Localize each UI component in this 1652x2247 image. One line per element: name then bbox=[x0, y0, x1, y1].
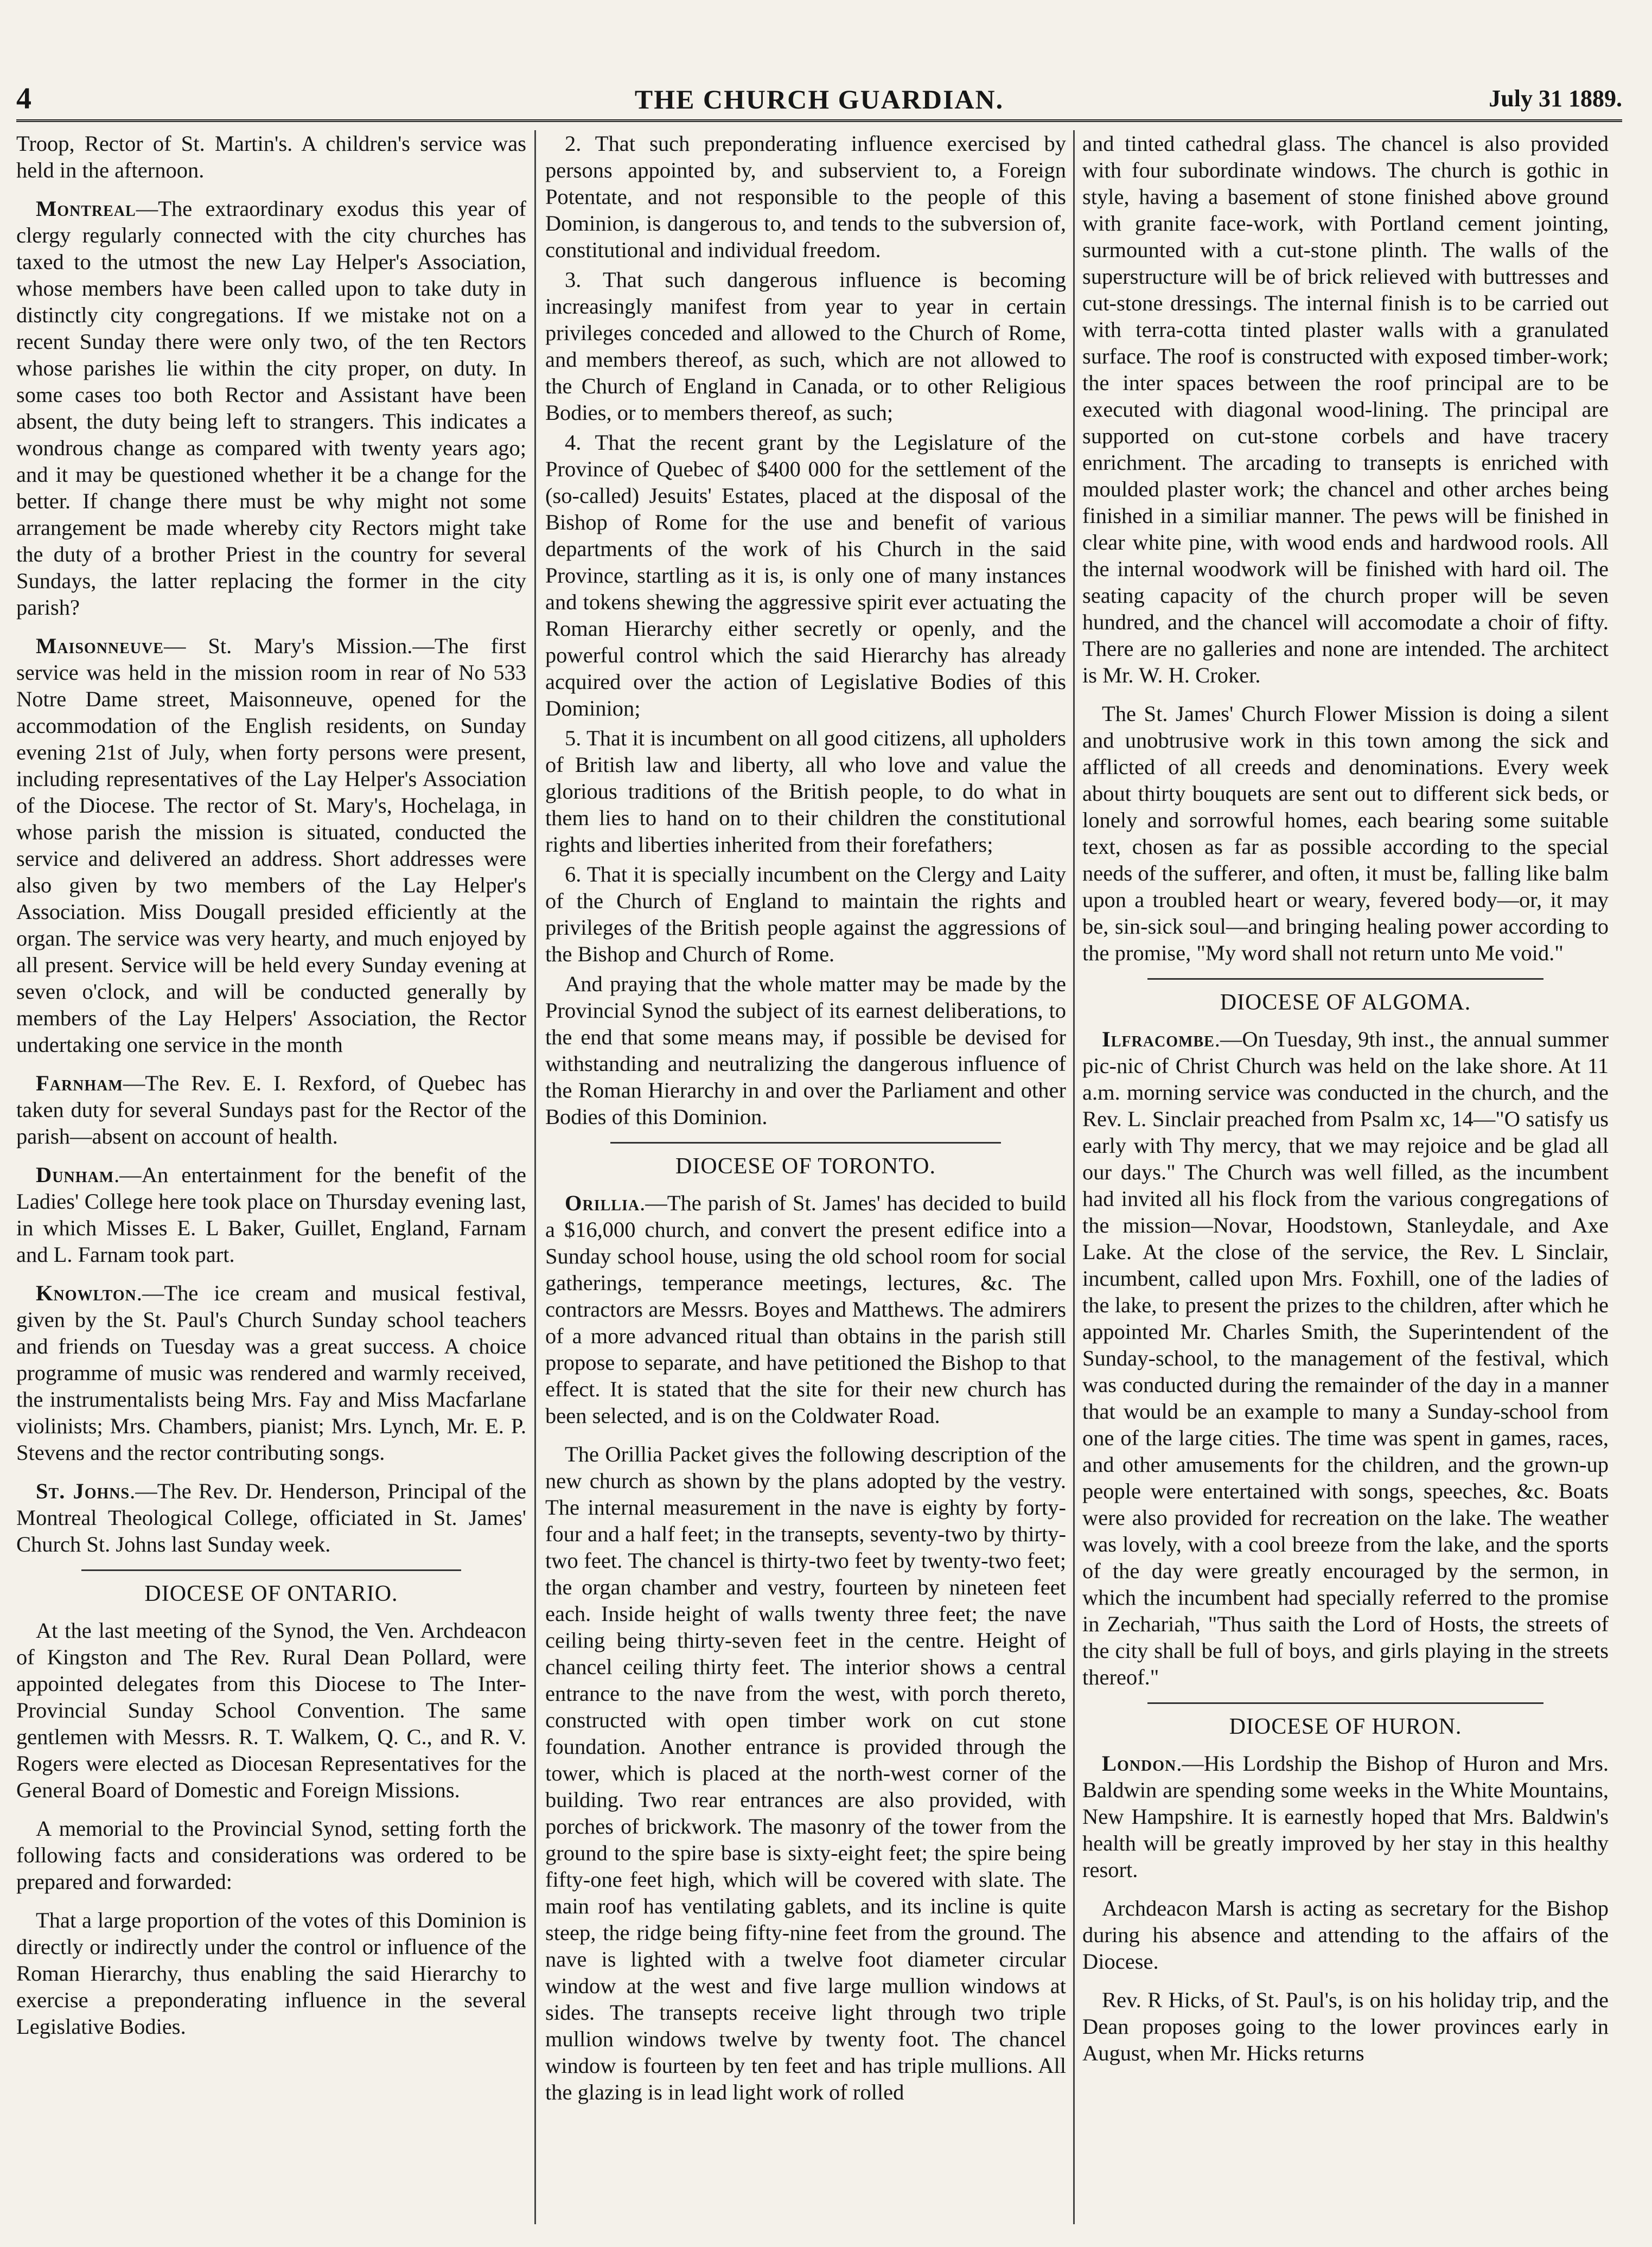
article-ilfracombe bbox=[1082, 1026, 1609, 1690]
article-paragraph: The St. James' Church Flower Mission is doing a silent and unobtrusive work in this town among the sick and afflicted of all creeds and denominations. Every week about thirty bouquets are sent out to different sick beds, or lonely and sorrowful homes, each bearing some suitable text, chosen as far as possible according to the special needs of the sufferer, and often, it must be, falling like balm upon a troubled heart or weary, fevered body—or, it may be, sin-sick soul—and bringing healing power according to the promise, "My word shall not return unto Me void." bbox=[1082, 701, 1609, 965]
section-heading-ontario: DIOCESE OF ONTARIO. bbox=[144, 1581, 398, 1606]
memorial-item: 5. That it is incumbent on all good citizens, all upholders of British law and liberty, all who love and value the glorious traditions of the British people, to do what in them lies to hand on to their children the constitutional rights and liberties inherited from their forefathers; bbox=[545, 726, 1066, 857]
column-3 bbox=[1082, 130, 1609, 2224]
article-lead: Maisonneuve bbox=[36, 634, 164, 658]
column-rule bbox=[1073, 130, 1075, 2224]
article-lead: London bbox=[1102, 1751, 1177, 1776]
section-divider bbox=[610, 1142, 1001, 1144]
article-lead: Farnham bbox=[36, 1071, 123, 1095]
article-lead: Knowlton bbox=[36, 1281, 137, 1305]
article-farnham bbox=[16, 1070, 526, 1150]
article-paragraph: and tinted cathedral glass. The chancel is also provided with four subordinate windows. The church is gothic in style, having a basement of stone finished above ground with granite face-work, with Portland cement jointing, surmounted with a cut-stone plinth. The walls of the superstructure will be of brick relieved with buttresses and cut-stone dressings. The internal finish is to be carried out with terra-cotta tinted plaster walls with a granulated surface. The roof is constructed with exposed timber-work; the inter spaces between the roof principal are to be executed with diagonal wood-lining. The principal are supported on cut-stone corbels and have tracery enrichment. The arcading to transepts is enriched with moulded plaster work; the chancel and other arches being finished in a similiar manner. The pews will be finished in clear white pine, with wood ends and hardwood rools. All the internal woodwork will be finished with hard oil. The seating capacity of the church proper will be seven hundred, and the chancel will accomodate a choir of fifty. There are no galleries and none are intended. The architect is Mr. W. H. Croker. bbox=[1082, 131, 1609, 687]
article-lead: St. Johns bbox=[36, 1479, 130, 1503]
article-lead: Ilfracombe bbox=[1102, 1027, 1215, 1051]
article-text: — St. Mary's Mission.—The first service was held in the mission room in rear of No 533 Notre Dame street, Maisonneuve, opened for the accommodation of the English residents, on Sunday evening 21st of July, when forty persons were present, including representatives of the Lay Helper's Association of the Diocese. The rector of St. Mary's, Hochelaga, in whose parish the mission is situated, conducted the service and delivered an address. Short addresses were also given by two members of the Lay Helper's Association. Miss Dougall presided efficiently at the organ. The service was very hearty, and much enjoyed by all present. Service will be held every Sunday evening at seven o'clock, and will be conducted generally by members of the Lay Helpers' Association, the Rector undertaking one service in the month bbox=[16, 634, 526, 1057]
article-paragraph: A memorial to the Provincial Synod, setting forth the following facts and considerations was ordered to be prepared and forwarded: bbox=[16, 1816, 526, 1894]
section-divider bbox=[81, 1569, 461, 1571]
article-paragraph: Rev. R Hicks, of St. Paul's, is on his holiday trip, and the Dean proposes going to the lower provinces early in August, when Mr. Hicks returns bbox=[1082, 1988, 1609, 2065]
section-divider bbox=[1147, 978, 1543, 980]
article-st-johns bbox=[16, 1478, 526, 1557]
article-text: .—The Rev. Dr. Henderson, Principal of the Montreal Theological College, officiated in St. James' Church St. Johns last Sunday week. bbox=[16, 1479, 526, 1556]
article-lead: Orillia bbox=[565, 1191, 640, 1215]
article-paragraph: At the last meeting of the Synod, the Ven. Archdeacon of Kingston and The Rev. Rural Dean Pollard, were appointed delegates from this Diocese to The Inter-Provincial Sunday School Convention. The same gentlemen with Messrs. R. T. Walkem, Q. C., and R. V. Rogers were elected as Diocesan Representatives for the General Board of Domestic and Foreign Missions. bbox=[16, 1618, 526, 1802]
section-heading-huron: DIOCESE OF HURON. bbox=[1229, 1714, 1462, 1739]
article-paragraph: And praying that the whole matter may be made by the Provincial Synod the subject of its earnest deliberations, to the end that some means may, if possible be devised for withstanding and neutralizing the dangerous influence of the Roman Hierarchy in and over the Parliament and other Bodies of this Dominion. bbox=[545, 972, 1066, 1129]
section-divider bbox=[1147, 1702, 1543, 1704]
article-lead: Dunham bbox=[36, 1163, 114, 1187]
memorial-item: 2. That such preponderating influence exercised by persons appointed by, and subservient to, a Foreign Potentate, and not responsible to the people of this Dominion, is dangerous to, and tends to the subversion of, constitutional and individual freedom. bbox=[545, 131, 1066, 262]
memorial-item: 6. That it is specially incumbent on the Clergy and Laity of the Church of England to maintain the rights and privileges of the British people against the aggressions of the Bishop and Church of Rome. bbox=[545, 862, 1066, 966]
article-lead: Montreal bbox=[36, 196, 136, 221]
article-dunham bbox=[16, 1161, 526, 1268]
issue-date: July 31 1889. bbox=[1489, 85, 1622, 112]
memorial-item: 3. That such dangerous influence is becoming increasingly manifest from year to year in certain privileges conceded and allowed to the Church of Rome, and members thereof, as such, which are not allowed to the Church of England in Canada, or to other Religious Bodies, or to members thereof, as such; bbox=[545, 267, 1066, 425]
memorial-item: 4. That the recent grant by the Legislature of the Province of Quebec of $400 000 for the settlement of the (so-called) Jesuits' Estates, placed at the disposal of the Bishop of Rome for the use and benefit of various departments of the work of his Church in the said Province, startling as it is, is only one of many instances and tokens shewing the aggressive spirit ever actuating the Roman Hierarchy either secretly or openly, and the powerful control which the said Hierarchy has already acquired over the action of Legislative Bodies of this Dominion; bbox=[545, 430, 1066, 720]
article-montreal bbox=[16, 195, 526, 621]
article-text: .—An entertainment for the benefit of the Ladies' College here took place on Thursday evening last, in which Misses E. L Baker, Guillet, England, Farnam and L. Farnam took part. bbox=[16, 1163, 526, 1267]
article-text: —The extraordinary exodus this year of clergy regularly connected with the city churches has taxed to the utmost the new Lay Helper's Association, whose members have been called upon to take duty in distinctly city congregations. If we mistake not on a recent Sunday there were only two, of the ten Rectors whose parishes lie within the city proper, on duty. In some cases too both Rector and Assistant have been absent, the duty being left to strangers. This indicates a wondrous change as compared with twenty years ago; and it may be questioned whether it be a change for the better. If change there must be why might not some arrangement be made whereby city Rectors might take the duty of a brother Priest in the country for several Sundays, the latter replacing the former in the city parish? bbox=[16, 196, 526, 620]
article-text: .—The parish of St. James' has decided to build a $16,000 church, and convert the present edifice into a Sunday school house, using the old school room for social gatherings, temperance meetings, lectures, &c. The contractors are Messrs. Boyes and Matthews. The admirers of a more advanced ritual than obtains in the parish still propose to separate, and have petitioned the Bishop to that effect. It is stated that the site for their new church has been selected, and is on the Coldwater Road. bbox=[545, 1191, 1066, 1428]
article-orillia bbox=[545, 1190, 1066, 1429]
article-maisonneuve bbox=[16, 633, 526, 1058]
article-london bbox=[1082, 1750, 1609, 1883]
article-knowlton bbox=[16, 1280, 526, 1466]
column-2 bbox=[545, 130, 1066, 2224]
article-paragraph: Archdeacon Marsh is acting as secretary for the Bishop during his absence and attending to the affairs of the Diocese. bbox=[1082, 1896, 1609, 1974]
newspaper-title: THE CHURCH GUARDIAN. bbox=[634, 84, 1004, 114]
masthead bbox=[16, 81, 1622, 122]
page-number: 4 bbox=[16, 82, 31, 116]
article-text: .—On Tuesday, 9th inst., the annual summer pic-nic of Christ Church was held on the lake shore. At 11 a.m. morning service was conducted in the church, and the Rev. L. Sinclair preached from Psalm xc, 14—"O satisfy us early with Thy mercy, that we may rejoice and be glad all our days." The Church was well filled, as the incumbent had invited all his flock from the various congregations of the mission—Novar, Hoodstown, Stanleydale, and Axe Lake. At the close of the service, the Rev. L Sinclair, incumbent, called upon Mrs. Foxhill, one of the ladies of the lake, to present the prizes to the children, after which he appointed Mr. Charles Smith, the Superintendent of the Sunday-school, to the management of the festival, which was conducted during the remainder of the day in a manner that would be an example to many a Sunday-school from one of the large cities. The time was spent in games, races, and other amusements for the children, and the grown-up people were entertained with songs, speeches, &c. Boats were also provided for recreation on the lake. The weather was lovely, with a cool breeze from the lake, and the sports of the day were greatly encouraged by the sermon, in which the incumbent had specially referred to the promise in Zechariah, "Thus saith the Lord of Hosts, the streets of the city shall be full of boys, and girls playing in the streets thereof." bbox=[1082, 1027, 1609, 1689]
section-heading-algoma: DIOCESE OF ALGOMA. bbox=[1220, 990, 1471, 1015]
article-paragraph: Troop, Rector of St. Martin's. A children's service was held in the afternoon. bbox=[16, 131, 526, 182]
article-text: —The Rev. E. I. Rexford, of Quebec has taken duty for several Sundays past for the Rector of the parish—absent on account of health. bbox=[16, 1071, 526, 1148]
article-text: .—The ice cream and musical festival, given by the St. Paul's Church Sunday school teachers and friends on Tuesday was a great success. A choice programme of music was rendered and warmly received, the instrumentalists being Mrs. Fay and Miss Macfarlane violinists; Mrs. Chambers, pianist; Mrs. Lynch, Mr. E. P. Stevens and the rector contributing songs. bbox=[16, 1281, 526, 1465]
column-1 bbox=[16, 130, 526, 2224]
column-rule bbox=[534, 130, 536, 2224]
section-heading-toronto: DIOCESE OF TORONTO. bbox=[675, 1154, 936, 1179]
article-paragraph: That a large proportion of the votes of this Dominion is directly or indirectly under the control or influence of the Roman Hierarchy, thus enabling the said Hierarchy to exercise a preponderating influence in the several Legislative Bodies. bbox=[16, 1908, 526, 2039]
article-text: .—His Lordship the Bishop of Huron and Mrs. Baldwin are spending some weeks in the White Mountains, New Hampshire. It is earnestly hoped that Mrs. Baldwin's health will be greatly improved by her stay in this healthy resort. bbox=[1082, 1751, 1609, 1882]
article-paragraph: The Orillia Packet gives the following description of the new church as shown by the plans adopted by the vestry. The internal measurement in the nave is eighty by forty-four and a half feet; in the transepts, seventy-two by thirty-two feet. The chancel is thirty-two feet by twenty-two feet; the organ chamber and vestry, fourteen by nineteen feet each. Inside height of walls twenty three feet; the nave ceiling being thirty-seven feet in the centre. Height of chancel ceiling thirty feet. The interior shows a central entrance to the nave from the west, with porch thereto, constructed with open timber work on cut stone foundation. Another entrance is provided through the tower, which is placed at the north-west corner of the building. Two rear entrances are also provided, with porches of brickwork. The masonry of the tower from the ground to the spire base is sixty-eight feet; the spire being fifty-one feet high, which will be covered with slate. The main roof has ventilating gablets, and its incline is quite steep, the ridge being fifty-nine feet from the ground. The nave is lighted with a twelve foot diameter circular window at the west and five large mullion windows at sides. The transepts receive light through two triple mullion windows twelve by twenty foot. The chancel window is fourteen by ten feet and has triple mullions. All the glazing is in lead light work of rolled bbox=[545, 1442, 1066, 2104]
